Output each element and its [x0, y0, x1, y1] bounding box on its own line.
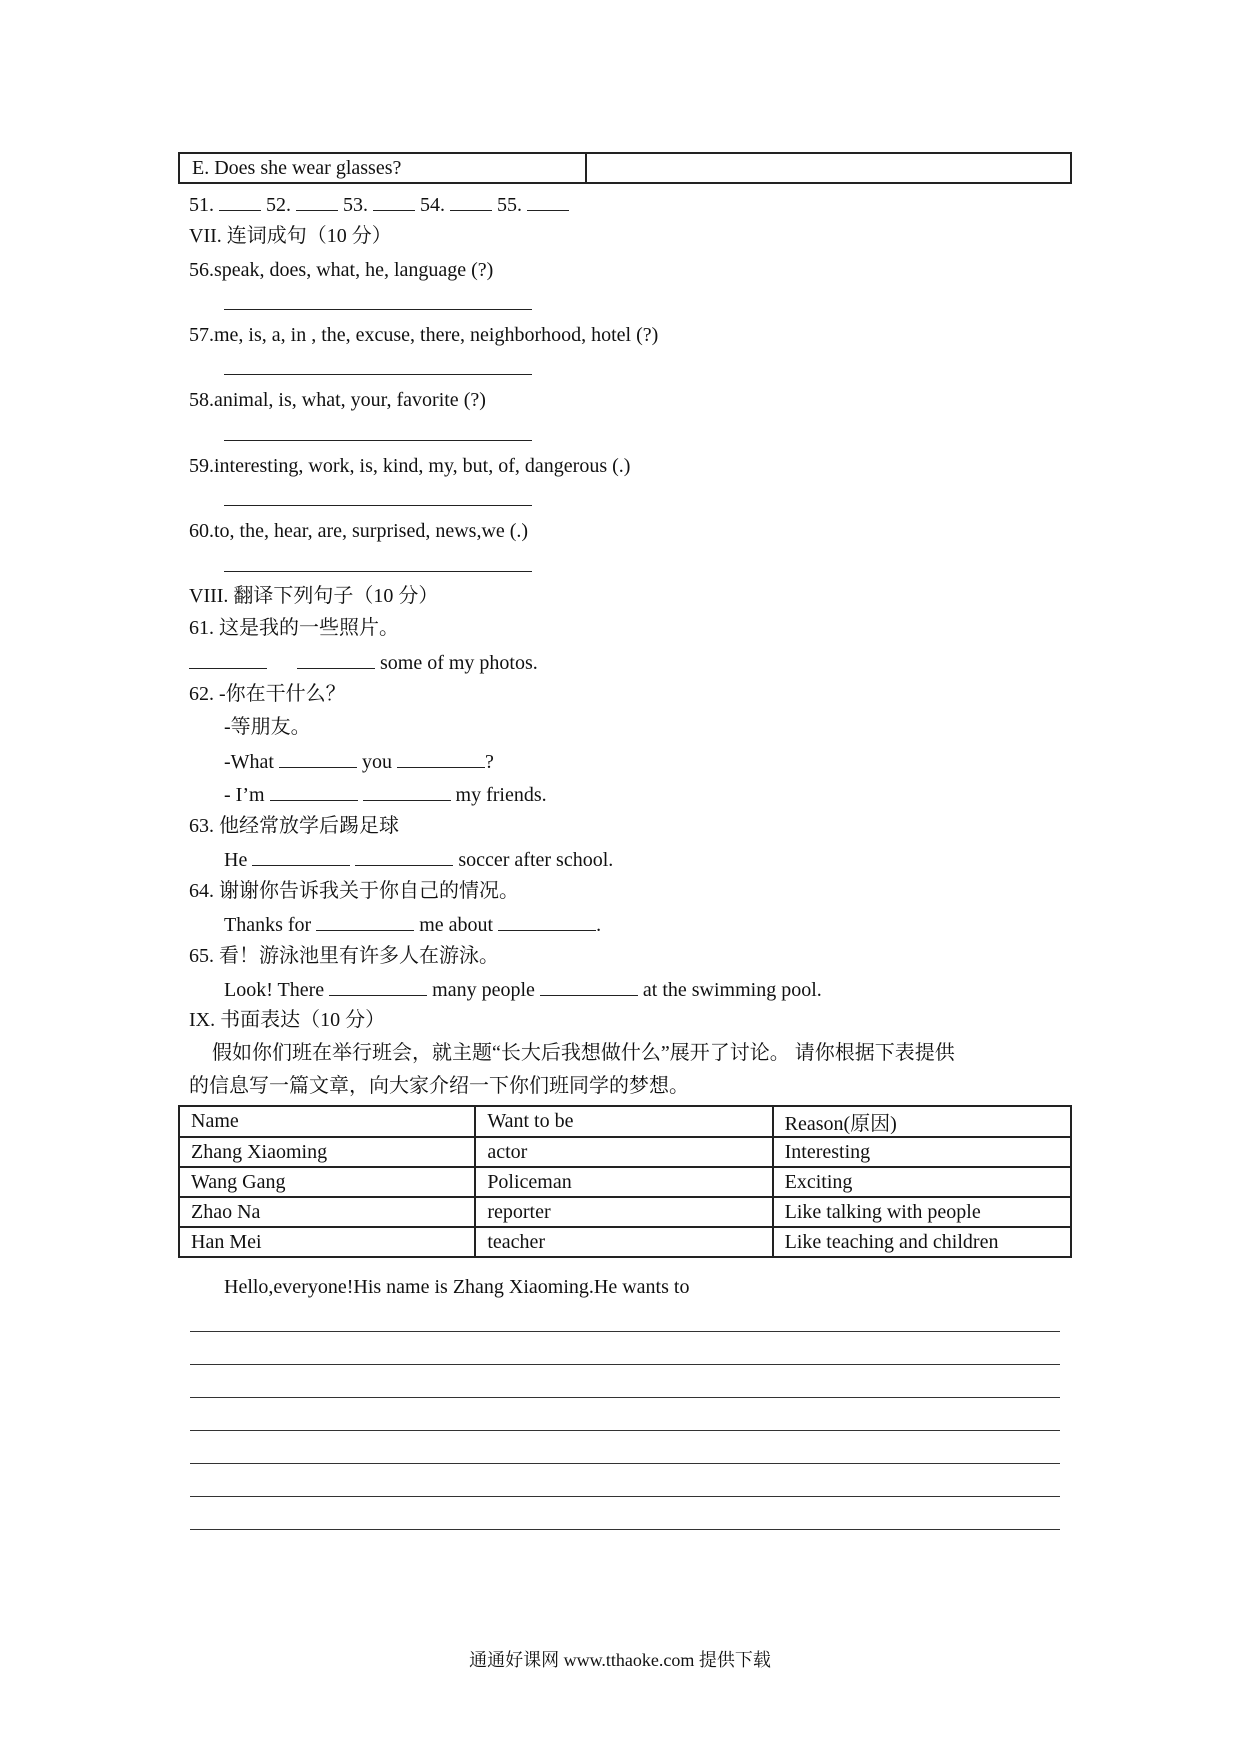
table-row: [179, 1227, 1071, 1257]
writing-prompt-line1: 假如你们班在举行班会，就主题“长大后我想做什么”展开了讨论。 请你根据下表提供: [212, 1042, 955, 1064]
section8-heading: VIII. 翻译下列句子（10 分）: [189, 585, 439, 607]
table-row: [179, 1137, 1071, 1167]
sentence-text: many people: [432, 979, 535, 1001]
section9-heading: IX. 书面表达（10 分）: [189, 1009, 386, 1031]
answer-line-59[interactable]: [224, 505, 532, 506]
top-table-row-e: [178, 152, 1072, 184]
fill-blank[interactable]: [498, 914, 596, 931]
sentence-text: ?: [484, 751, 494, 773]
question-64-chinese: 64. 谢谢你告诉我关于你自己的情况。: [189, 880, 519, 902]
table-cell-want: teacher: [475, 1227, 772, 1257]
sentence-text: my friends.: [455, 784, 547, 806]
fill-blank[interactable]: [397, 751, 485, 768]
sentence-text: Thanks for: [224, 914, 312, 936]
question-62-chinese: 62. -你在干什么？: [189, 683, 346, 705]
answer-line-58[interactable]: [224, 440, 532, 441]
writing-line[interactable]: [190, 1529, 1060, 1530]
answer-number-52: 52.: [266, 194, 291, 216]
fill-blank[interactable]: [355, 849, 453, 866]
table-row: [179, 1167, 1071, 1197]
fill-blank[interactable]: [252, 849, 350, 866]
table-cell-reason: Like talking with people: [773, 1197, 1071, 1227]
fill-blank[interactable]: [316, 914, 414, 931]
fill-blank[interactable]: [540, 979, 638, 996]
table-cell-name: Zhang Xiaoming: [179, 1137, 475, 1167]
fill-blank[interactable]: [189, 652, 267, 669]
table-cell-name: Zhao Na: [179, 1197, 475, 1227]
section7-heading: VII. 连词成句（10 分）: [189, 225, 392, 247]
answer-blank[interactable]: [219, 194, 261, 211]
writing-starter: Hello,everyone!His name is Zhang Xiaoming.He wants to: [224, 1276, 690, 1298]
table-header-cell: Want to be: [475, 1106, 772, 1137]
fill-blank[interactable]: [329, 979, 427, 996]
table-cell-reason: Like teaching and children: [773, 1227, 1071, 1257]
fill-blank[interactable]: [297, 652, 375, 669]
table-cell-want: reporter: [475, 1197, 772, 1227]
answer-line-60[interactable]: [224, 571, 532, 572]
writing-line[interactable]: [190, 1496, 1060, 1497]
question-58: 58.animal, is, what, your, favorite (?): [189, 389, 486, 411]
question-63-english: [224, 849, 613, 870]
table-header-cell: Reason(原因): [773, 1106, 1071, 1137]
question-57: 57.me, is, a, in , the, excuse, there, neighborhood, hotel (?): [189, 324, 659, 346]
question-59: 59.interesting, work, is, kind, my, but, of, dangerous (.): [189, 455, 631, 477]
sentence-text: me about: [419, 914, 494, 936]
table-header-cell: Name: [179, 1106, 475, 1137]
sentence-text: some of my photos.: [380, 652, 538, 674]
fill-blank[interactable]: [363, 784, 451, 801]
writing-line[interactable]: [190, 1430, 1060, 1431]
question-60: 60.to, the, hear, are, surprised, news,we (.): [189, 520, 529, 542]
sentence-text: -What: [224, 751, 274, 773]
answer-line-57[interactable]: [224, 374, 532, 375]
writing-line[interactable]: [190, 1364, 1060, 1365]
question-62-english-line1: [224, 751, 494, 772]
answer-number-53: 53.: [343, 194, 368, 216]
top-table-cell-answer: [587, 154, 1070, 182]
question-61-chinese: 61. 这是我的一些照片。: [189, 617, 399, 639]
sentence-text: Look! There: [224, 979, 325, 1001]
top-table-cell-question: E. Does she wear glasses?: [180, 154, 587, 182]
table-cell-want: actor: [475, 1137, 772, 1167]
writing-prompt-line2: 的信息写一篇文章，向大家介绍一下你们班同学的梦想。: [189, 1075, 689, 1097]
fill-blank[interactable]: [279, 751, 357, 768]
table-cell-name: Wang Gang: [179, 1167, 475, 1197]
sentence-text: at the swimming pool.: [642, 979, 822, 1001]
question-62-chinese-reply: -等朋友。: [224, 716, 311, 738]
answer-blank[interactable]: [527, 194, 569, 211]
writing-line[interactable]: [190, 1331, 1060, 1332]
sentence-text: He: [224, 849, 248, 871]
answer-blank[interactable]: [296, 194, 338, 211]
question-61-english: [189, 652, 538, 673]
sentence-text: soccer after school.: [458, 849, 614, 871]
answer-blank[interactable]: [373, 194, 415, 211]
fill-blank[interactable]: [270, 784, 358, 801]
question-65-chinese: 65. 看！游泳池里有许多人在游泳。: [189, 945, 499, 967]
answer-blanks-row: [189, 194, 569, 215]
writing-line[interactable]: [190, 1397, 1060, 1398]
question-65-english: [224, 979, 822, 1000]
sentence-text: - I’m: [224, 784, 265, 806]
dream-info-table: [178, 1105, 1072, 1258]
question-56: 56.speak, does, what, he, language (?): [189, 259, 494, 281]
table-row: [179, 1197, 1071, 1227]
writing-line[interactable]: [190, 1463, 1060, 1464]
table-header-row: [179, 1106, 1071, 1137]
answer-number-54: 54.: [420, 194, 445, 216]
answer-number-51: 51.: [189, 194, 214, 216]
question-63-chinese: 63. 他经常放学后踢足球: [189, 815, 399, 837]
answer-line-56[interactable]: [224, 309, 532, 310]
page-footer: 通通好课网 www.tthaoke.com 提供下载: [469, 1650, 771, 1670]
table-cell-name: Han Mei: [179, 1227, 475, 1257]
table-cell-want: Policeman: [475, 1167, 772, 1197]
sentence-text: .: [596, 914, 602, 936]
table-cell-reason: Interesting: [773, 1137, 1071, 1167]
sentence-text: you: [361, 751, 392, 773]
answer-blank[interactable]: [450, 194, 492, 211]
table-cell-reason: Exciting: [773, 1167, 1071, 1197]
question-62-english-line2: [224, 784, 547, 805]
question-64-english: [224, 914, 601, 935]
answer-number-55: 55.: [497, 194, 522, 216]
